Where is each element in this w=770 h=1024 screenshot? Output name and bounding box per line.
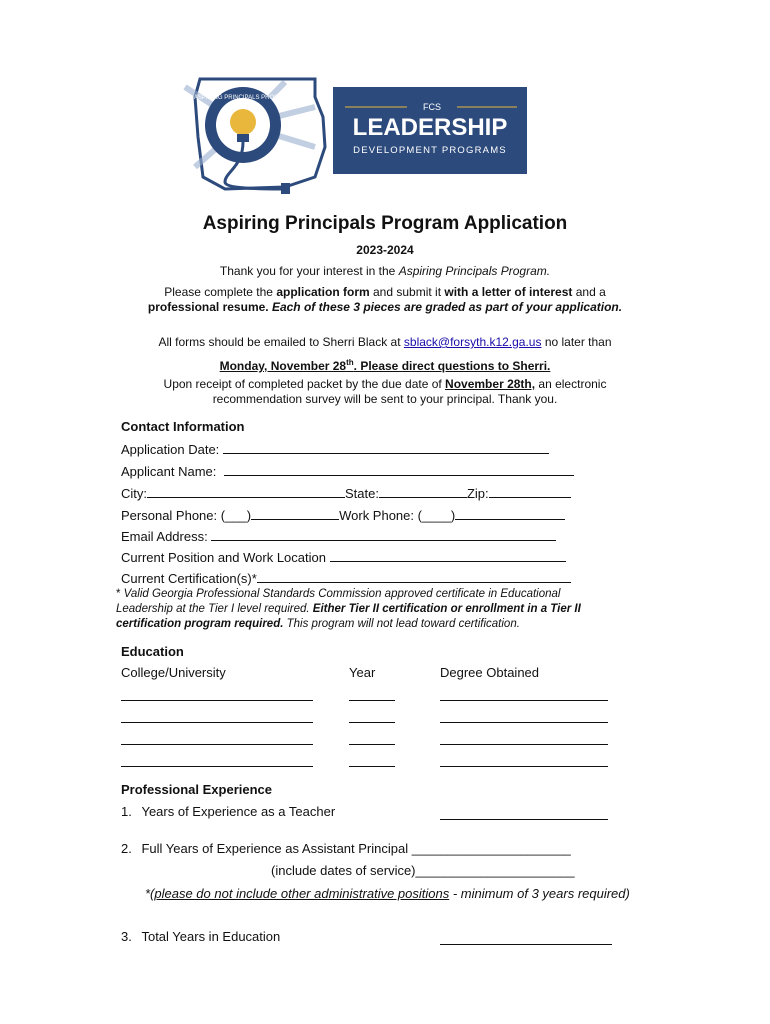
address-row [121,485,571,501]
applicant-name-field[interactable] [224,463,574,476]
degree-field-4[interactable] [440,766,608,767]
ap-note [145,886,630,901]
instructions-text: Please complete the [164,285,277,299]
position-row [121,549,566,565]
receipt-text-2: recommendation survey will be sent to your principal. Thank you. [212,392,558,406]
degree-field-1[interactable] [440,700,608,701]
plug-icon [281,183,290,194]
email-text: no later than [541,335,612,349]
deadline-sup: th [346,358,354,367]
college-field-2[interactable] [121,722,313,723]
degree-field-2[interactable] [440,722,608,723]
total-years-label: Total Years in Education [141,929,281,944]
personal-phone-label: Personal Phone: (___) [121,508,252,523]
education-heading: Education [121,644,184,659]
work-phone-label: Work Phone: (____) [339,508,456,523]
ap-dates-row[interactable]: (include dates of service)______________________ [271,863,575,878]
bulb-base-icon [237,134,249,142]
note-text-2: This program will not lead toward certification. [283,618,520,630]
instructions-bold: application form [276,285,370,299]
experience-item-2 [121,841,571,856]
state-label: State: [345,486,379,501]
work-phone-field[interactable] [455,507,565,520]
certification-field[interactable] [257,570,571,583]
certification-note [116,587,616,632]
ap-note-star: *( [145,886,155,901]
application-date-field[interactable] [223,441,549,454]
receipt-date: November 28th, [445,377,536,391]
item-number: 2. [121,841,132,856]
total-years-field[interactable] [440,944,612,945]
ap-note-text: - minimum of 3 years required) [449,886,630,901]
applicant-name-row [121,463,574,479]
instructions-bold-italic: Each of these 3 pieces are graded as part of your application. [268,300,623,314]
position-label: Current Position and Work Location [121,550,326,565]
city-label: City: [121,486,147,501]
instructions-bold: professional resume. [147,300,269,314]
deadline-paragraph [0,355,770,374]
certification-row [121,570,571,586]
thanks-text: Thank you for your interest in the [219,264,399,278]
year-field-1[interactable] [349,700,395,701]
contact-heading: Contact Information [121,419,245,434]
note-bold: Either Tier II certification or enrollment in a Tier II certification program required. [116,603,581,630]
thanks-paragraph [0,264,770,279]
deadline-date: Monday, November 28 [219,359,347,373]
program-name: Aspiring Principals Program. [398,264,551,278]
experience-item-1 [121,804,335,819]
certification-label: Current Certification(s)* [121,571,257,586]
college-field-1[interactable] [121,700,313,701]
item-number: 3. [121,929,132,944]
instructions-text: and a [572,285,606,299]
year-field-2[interactable] [349,722,395,723]
email-paragraph [0,335,770,350]
logo-leadership: LEADERSHIP [352,114,508,141]
note-star: * [116,588,124,600]
col-college: College/University [121,665,226,680]
instructions-paragraph [0,285,770,315]
college-field-4[interactable] [121,766,313,767]
year-field-4[interactable] [349,766,395,767]
applicant-name-label: Applicant Name: [121,464,217,479]
position-field[interactable] [330,549,566,562]
page-title: Aspiring Principals Program Application [202,213,568,234]
receipt-paragraph [0,377,770,407]
instructions-bold: with a letter of interest [444,285,573,299]
fcs-leadership-logo [165,77,527,203]
teacher-years-field[interactable] [440,819,608,820]
col-degree: Degree Obtained [440,665,540,680]
email-row [121,528,556,544]
phone-row [121,507,565,523]
experience-item-3 [121,929,280,944]
ap-note-underlined: please do not include other administrative positions [154,886,450,901]
application-date-label: Application Date: [121,442,220,457]
email-link[interactable]: sblack@forsyth.k12.ga.us [403,335,542,349]
application-date-row [121,441,549,457]
zip-label: Zip: [466,486,489,501]
instructions-text: and submit it [369,285,445,299]
receipt-text: Upon receipt of completed packet by the due date of [163,377,446,391]
ap-years-label[interactable]: Full Years of Experience as Assistant Principal ______________________ [141,841,571,856]
logo-programs: DEVELOPMENT PROGRAMS [353,145,507,156]
personal-phone-field[interactable] [251,507,339,520]
email-label: Email Address: [121,529,208,544]
deadline-text: . Please direct questions to Sherri. [353,359,551,373]
logo-fcs: FCS [423,102,441,112]
col-year: Year [349,665,376,680]
teacher-years-label: Years of Experience as a Teacher [141,804,336,819]
degree-field-3[interactable] [440,744,608,745]
item-number: 1. [121,804,132,819]
city-field[interactable] [147,485,345,498]
zip-field[interactable] [489,485,571,498]
program-year: 2023-2024 [356,243,414,257]
year-field-3[interactable] [349,744,395,745]
state-field[interactable] [379,485,467,498]
email-field[interactable] [211,528,556,541]
lightbulb-icon [230,109,256,135]
experience-heading: Professional Experience [121,782,273,797]
ring-text: ASPIRING PRINCIPALS PROGRAM [193,95,293,101]
note-text: Valid Georgia Professional Standards Commission approved certificate in Educational Leadership at the Tier I level required. [116,588,561,615]
college-field-3[interactable] [121,744,313,745]
receipt-text: an electronic [535,377,607,391]
email-text: All forms should be emailed to Sherri Black at [158,335,404,349]
